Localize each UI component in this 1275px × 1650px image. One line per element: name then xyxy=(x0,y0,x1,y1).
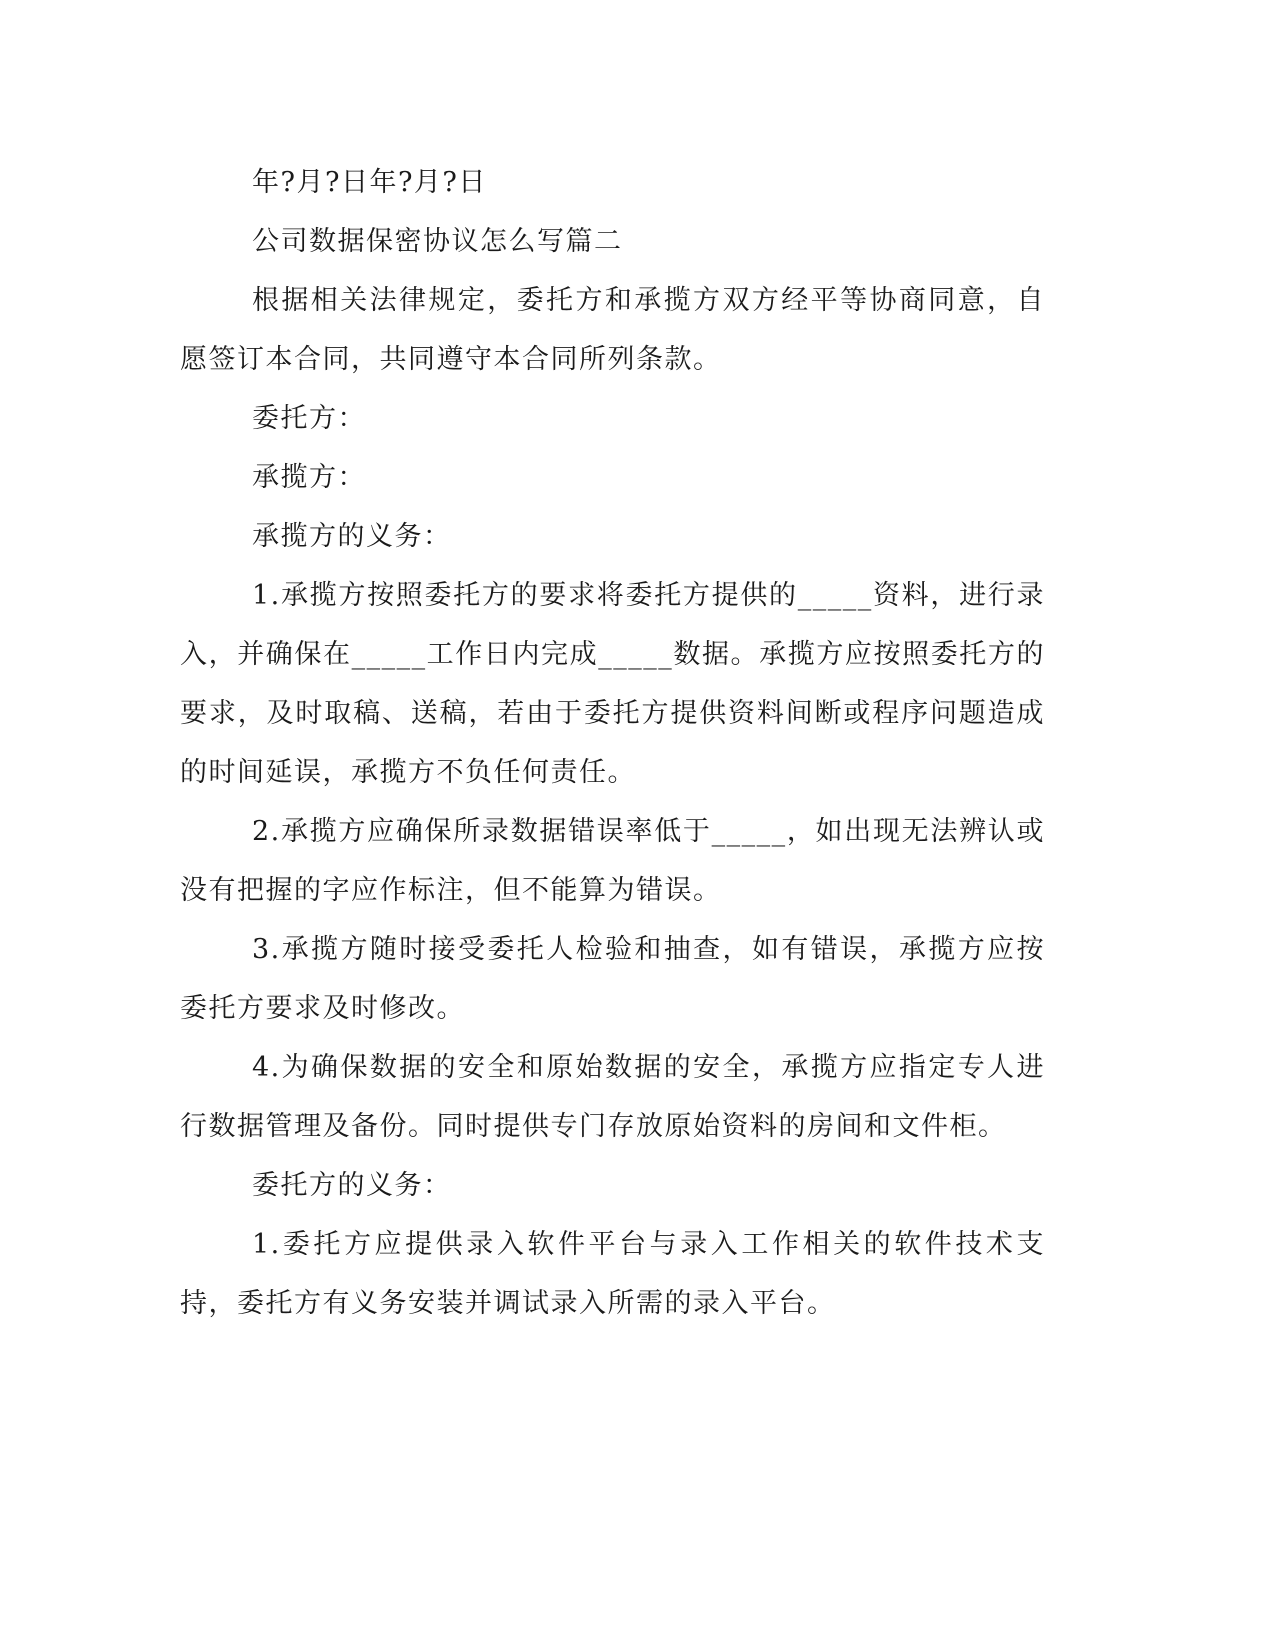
date-line: 年?月?日年?月?日 xyxy=(252,167,487,198)
client-duty-1: 1.委托方应提供录入软件平台与录入工作相关的软件技术支持，委托方有义务安装并调试录入所需的录入平台。 xyxy=(180,1229,1045,1319)
contractor-duty-1: 1.承揽方按照委托方的要求将委托方提供的_____资料，进行录入，并确保在_____工作日内完成_____数据。承揽方应按照委托方的要求，及时取稿、送稿，若由于委托方提供资料间断或程序问题造成的时间延误，承揽方不负任何责任。 xyxy=(180,580,1045,788)
contractor-party-line: 承揽方： xyxy=(252,462,366,493)
client-party-line: 委托方： xyxy=(252,403,366,434)
contractor-duty-2: 2.承揽方应确保所录数据错误率低于_____，如出现无法辨认或没有把握的字应作标注，但不能算为错误。 xyxy=(180,816,1045,906)
intro-paragraph: 根据相关法律规定，委托方和承揽方双方经平等协商同意，自愿签订本合同，共同遵守本合同所列条款。 xyxy=(180,285,1045,375)
document-body xyxy=(180,153,1045,1333)
contractor-duty-4: 4.为确保数据的安全和原始数据的安全，承揽方应指定专人进行数据管理及备份。同时提供专门存放原始资料的房间和文件柜。 xyxy=(180,1052,1045,1142)
section-title: 公司数据保密协议怎么写篇二 xyxy=(252,226,623,257)
contractor-duties-heading: 承揽方的义务： xyxy=(252,521,452,552)
contractor-duty-3: 3.承揽方随时接受委托人检验和抽查，如有错误，承揽方应按委托方要求及时修改。 xyxy=(180,934,1045,1024)
client-duties-heading: 委托方的义务： xyxy=(252,1170,452,1201)
